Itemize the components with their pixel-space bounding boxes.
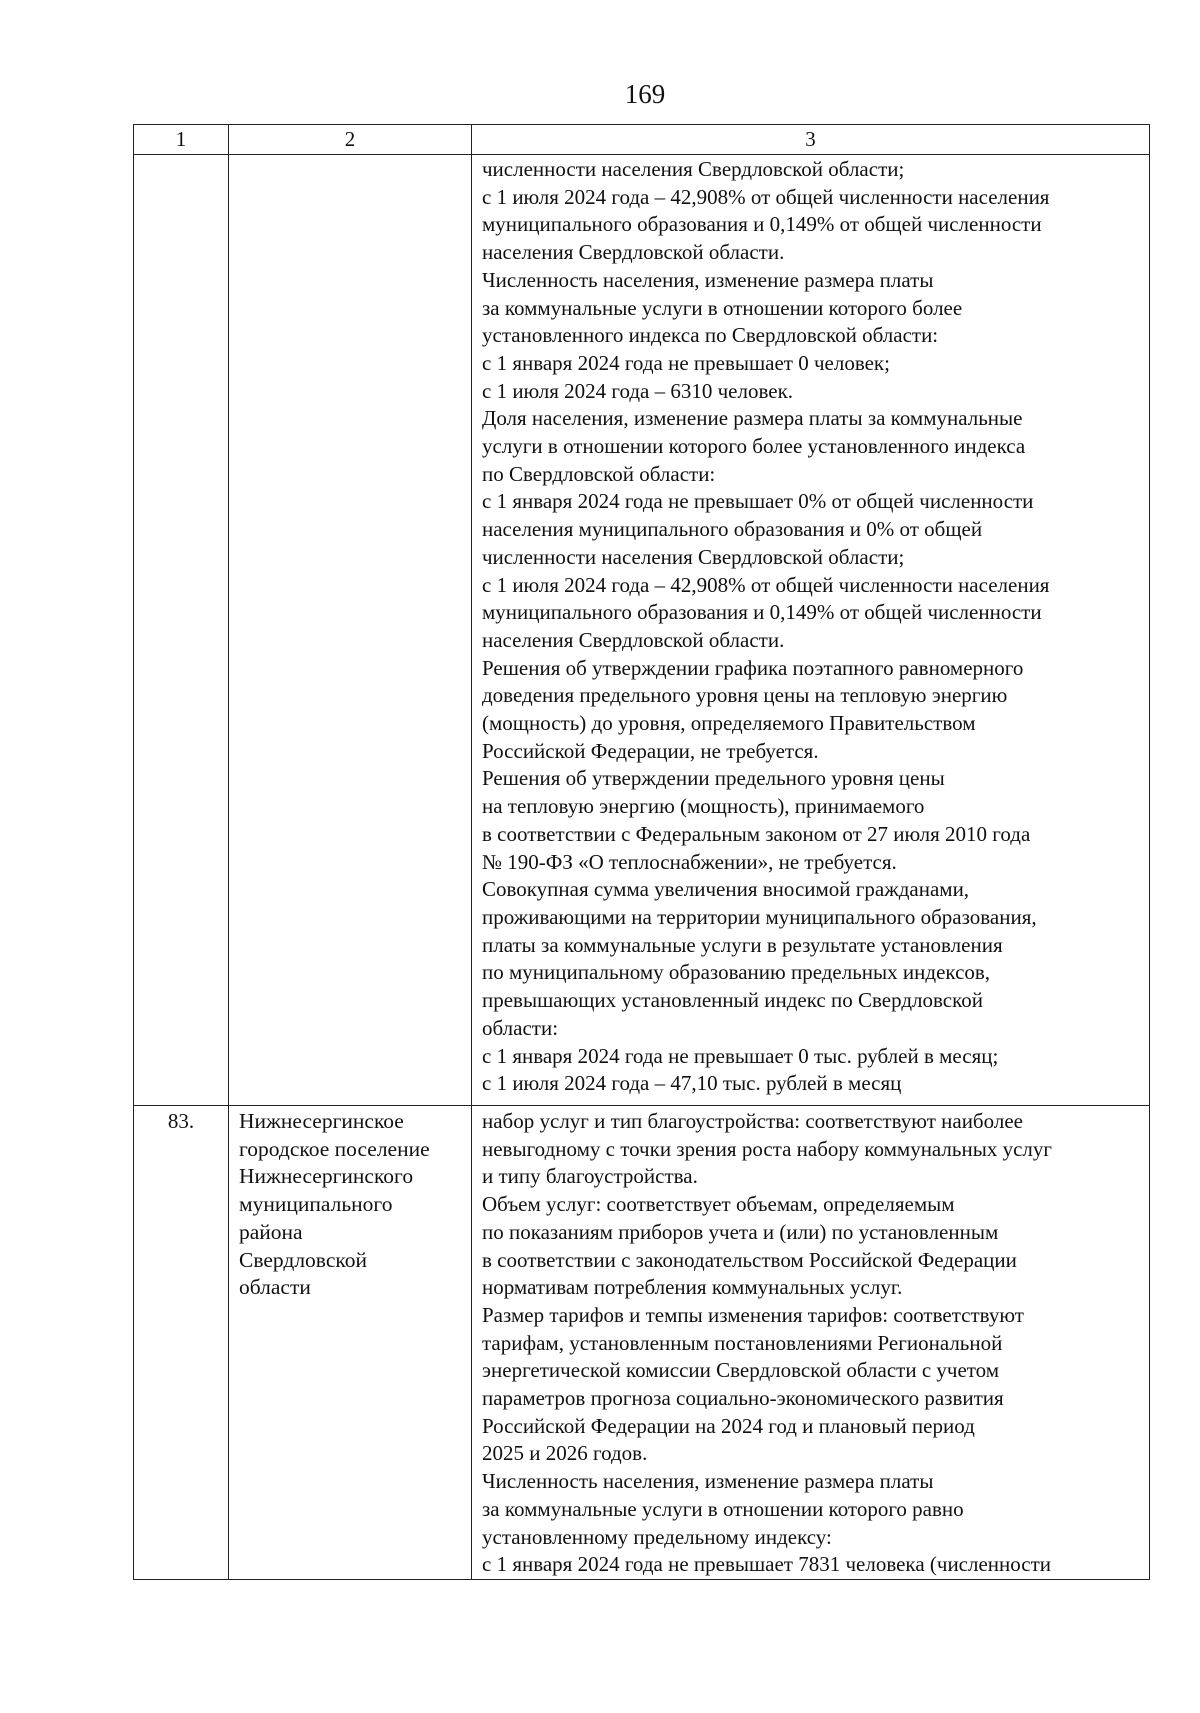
text-line: с 1 января 2024 года не превышает 0 человек; (482, 350, 890, 375)
description-cell (472, 1106, 1150, 1580)
text-line: платы за коммунальные услуги в результате установления (482, 932, 1003, 957)
text-line: невыгодному с точки зрения роста набору коммунальных услуг (482, 1136, 1053, 1161)
text-line: параметров прогноза социально-экономического развития (482, 1386, 1004, 1411)
text-line: установленного индекса по Свердловской области: (482, 323, 939, 348)
column-header-1: 1 (134, 125, 229, 155)
text-line: населения Свердловской области. (482, 627, 785, 652)
text-line: по муниципальному образованию предельных индексов, (482, 960, 991, 985)
text-line: энергетической комиссии Свердловской области с учетом (482, 1358, 1000, 1383)
text-line: Численность населения, изменение размера платы (482, 1469, 934, 1494)
text-line: доведения предельного уровня цены на тепловую энергию (482, 683, 1008, 708)
text-line: Размер тарифов и темпы изменения тарифов: соответствуют (482, 1302, 1024, 1327)
text-line: с 1 июля 2024 года – 47,10 тыс. рублей в месяц (482, 1071, 902, 1096)
text-line: за коммунальные услуги в отношении которого более (482, 295, 963, 320)
text-line: с 1 января 2024 года не превышает 0 тыс. рублей в месяц; (482, 1043, 999, 1068)
text-line: по показаниям приборов учета и (или) по установленным (482, 1219, 999, 1244)
text-line: области: (482, 1015, 559, 1040)
text-line: № 190-ФЗ «О теплоснабжении», не требуется. (482, 849, 897, 874)
text-line: в соответствии с Федеральным законом от 27 июля 2010 года (482, 821, 1031, 846)
text-line: превышающих установленный индекс по Свердловской (482, 988, 983, 1013)
column-header-2: 2 (229, 125, 472, 155)
text-line: проживающими на территории муниципального образования, (482, 904, 1037, 929)
page-number: 169 (624, 79, 666, 109)
text-line: населения Свердловской области. (482, 240, 785, 265)
table-row (134, 155, 1150, 1106)
text-line: по Свердловской области: (482, 461, 716, 486)
text-line: Совокупная сумма увеличения вносимой гражданами, (482, 877, 970, 902)
text-line: с 1 июля 2024 года – 6310 человек. (482, 378, 794, 403)
text-line: численности населения Свердловской области; (482, 157, 905, 181)
row-number-cell: 83. (134, 1106, 229, 1580)
text-line: услуги в отношении которого более установленного индекса (482, 434, 1026, 459)
column-header-3: 3 (472, 125, 1150, 155)
text-line: Российской Федерации на 2024 год и плановый период (482, 1413, 975, 1438)
text-line: Доля населения, изменение размера платы за коммунальные (482, 406, 1023, 431)
text-line: с 1 июля 2024 года – 42,908% от общей численности населения (482, 572, 1050, 597)
text-line: 2025 и 2026 годов. (482, 1441, 648, 1466)
municipality-name-cell (229, 155, 472, 1106)
municipality-name-cell: Нижнесергинское городское поселение Нижнесергинского муниципального района Свердловской области (229, 1106, 472, 1580)
text-line: Численность населения, изменение размера платы (482, 267, 934, 292)
text-line: и типу благоустройства. (482, 1164, 698, 1189)
text-line: Решения об утверждении графика поэтапного равномерного (482, 655, 1024, 680)
text-line: нормативам потребления коммунальных услуг. (482, 1275, 903, 1300)
text-line: (мощность) до уровня, определяемого Правительством (482, 711, 976, 736)
table-row (134, 1106, 1150, 1580)
row-number-cell (134, 155, 229, 1106)
text-line: с 1 января 2024 года не превышает 0% от общей численности (482, 489, 1034, 514)
text-line: Российской Федерации, не требуется. (482, 738, 819, 763)
text-line: с 1 июля 2024 года – 42,908% от общей численности населения (482, 184, 1050, 209)
table-header-row (134, 125, 1150, 155)
text-line: населения муниципального образования и 0% от общей (482, 517, 983, 542)
text-line: Решения об утверждении предельного уровня цены (482, 766, 945, 791)
text-line: муниципального образования и 0,149% от общей численности (482, 212, 1042, 237)
text-line: на тепловую энергию (мощность), принимаемого (482, 794, 925, 819)
text-line: с 1 января 2024 года не превышает 7831 человека (численности (482, 1552, 1052, 1577)
text-line: установленному предельному индексу: (482, 1524, 832, 1549)
text-line: Объем услуг: соответствует объемам, определяемым (482, 1192, 955, 1217)
text-line: набор услуг и тип благоустройства: соответствуют наиболее (482, 1109, 1023, 1133)
text-line: муниципального образования и 0,149% от общей численности (482, 600, 1042, 625)
text-line: численности населения Свердловской области; (482, 544, 905, 569)
data-table (133, 124, 1150, 1580)
description-cell (472, 155, 1150, 1106)
text-line: тарифам, установленным постановлениями Региональной (482, 1330, 1003, 1355)
text-line: в соответствии с законодательством Российской Федерации (482, 1247, 1017, 1272)
text-line: за коммунальные услуги в отношении которого равно (482, 1496, 964, 1521)
